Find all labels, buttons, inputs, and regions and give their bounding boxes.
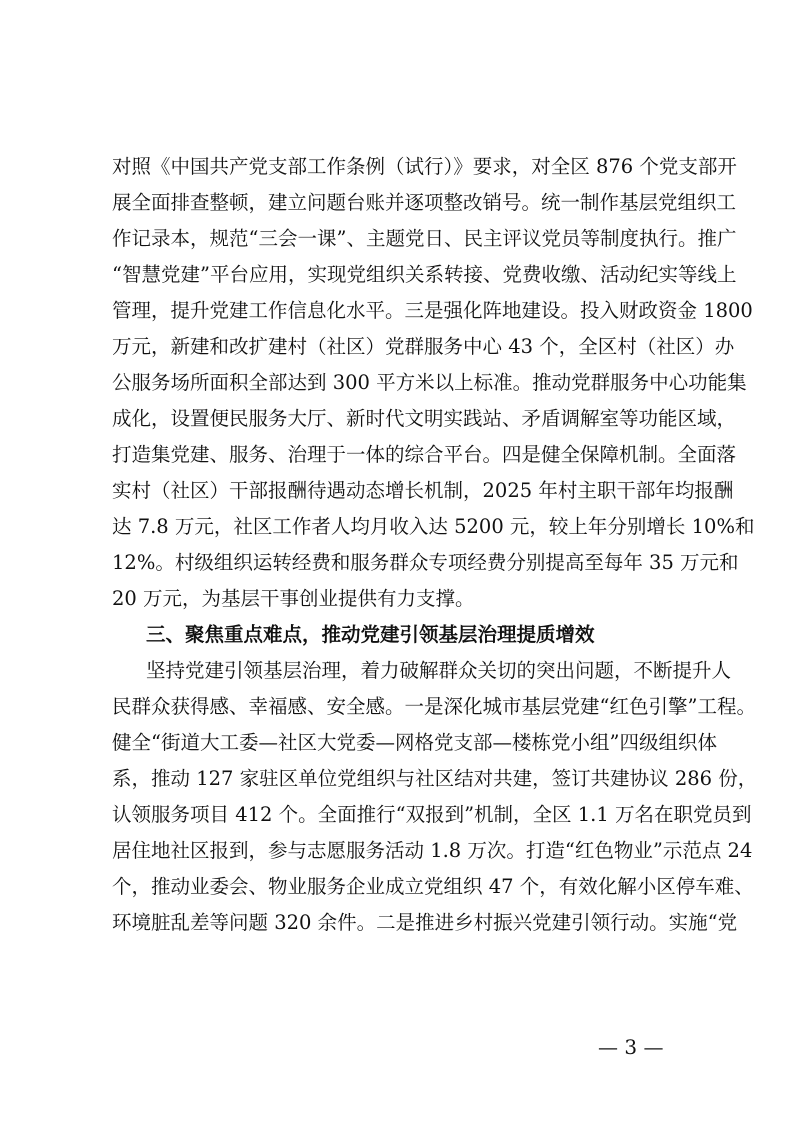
body-line: 成化，设置便民服务大厅、新时代文明实践站、矛盾调解室等功能区域， [112, 407, 737, 430]
body-line: 打造集党建、服务、治理于一体的综合平台。四是健全保障机制。全面落 [112, 443, 737, 466]
body-line: 实村（社区）干部报酬待遇动态增长机制，2025 年村主职干部年均报酬 [112, 479, 734, 502]
body-line: 20 万元，为基层干事创业提供有力支撑。 [112, 587, 475, 610]
body-line: 公服务场所面积全部达到 300 平方米以上标准。推动党群服务中心功能集 [112, 371, 747, 394]
section-heading: 三、聚焦重点难点，推动党建引领基层治理提质增效 [146, 623, 595, 646]
body-line: 居住地社区报到，参与志愿服务活动 1.8 万次。打造“红色物业”示范点 24 [112, 839, 753, 862]
body-line: 万元，新建和改扩建村（社区）党群服务中心 43 个，全区村（社区）办 [112, 335, 735, 358]
body-line: 12%。村级组织运转经费和服务群众专项经费分别提高至每年 35 万元和 [112, 551, 739, 574]
body-line: 环境脏乱差等问题 320 余件。二是推进乡村振兴党建引领行动。实施“党 [112, 911, 738, 934]
body-line: 管理，提升党建工作信息化水平。三是强化阵地建设。投入财政资金 1800 [112, 299, 753, 322]
body-line: “智慧党建”平台应用，实现党组织关系转接、党费收缴、活动纪实等线上 [112, 263, 737, 286]
body-line: 对照《中国共产党支部工作条例（试行）》要求，对全区 876 个党支部开 [112, 155, 737, 178]
body-line: 民群众获得感、幸福感、安全感。一是深化城市基层党建“红色引擎”工程。 [112, 695, 756, 718]
body-line: 达 7.8 万元，社区工作者人均月收入达 5200 元，较上年分别增长 10%和 [112, 515, 755, 538]
body-line: 作记录本，规范“三会一课”、主题党日、民主评议党员等制度执行。推广 [112, 227, 737, 250]
page-number: — 3 — [598, 1035, 664, 1059]
body-line: 坚持党建引领基层治理，着力破解群众关切的突出问题，不断提升人 [146, 659, 732, 682]
body-line: 系，推动 127 家驻区单位党组织与社区结对共建，签订共建协议 286 份， [112, 767, 758, 790]
body-line: 展全面排查整顿，建立问题台账并逐项整改销号。统一制作基层党组织工 [112, 191, 737, 214]
body-line: 认领服务项目 412 个。全面推行“双报到”机制，全区 1.1 万名在职党员到 [112, 803, 752, 826]
body-line: 个，推动业委会、物业服务企业成立党组织 47 个，有效化解小区停车难、 [112, 875, 754, 898]
body-line: 健全“街道大工委—社区大党委—网格党支部—楼栋党小组”四级组织体 [112, 731, 717, 754]
